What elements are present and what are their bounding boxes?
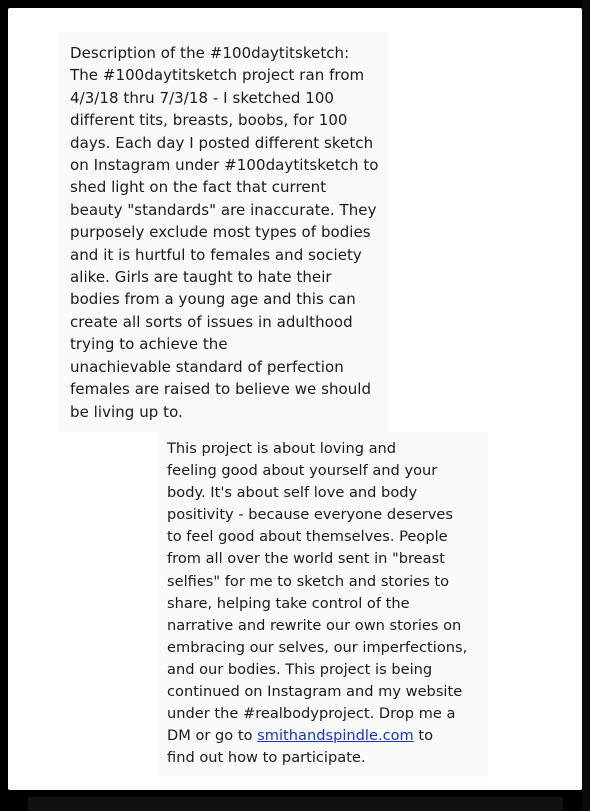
website-link[interactable]: smithandspindle.com — [257, 727, 414, 745]
project-line: share, helping take control of the — [167, 594, 410, 612]
project-line: continued on Instagram and my website — [167, 683, 463, 701]
description-line: on Instagram under #100daytitsketch to — [70, 156, 379, 175]
project-line: embracing our selves, our imperfections, — [167, 638, 468, 656]
project-link-line — [167, 725, 488, 747]
project-line: selfies" for me to sketch and stories to — [167, 572, 450, 590]
bottom-dark-bar — [28, 797, 563, 811]
description-line: create all sorts of issues in adulthood — [70, 312, 353, 331]
description-line: trying to achieve the — [70, 335, 228, 354]
link-prefix: DM or go to — [167, 727, 258, 745]
project-line: positivity - because everyone deserves — [167, 506, 453, 524]
description-line: The #100daytitsketch project ran from — [70, 66, 365, 85]
description-line: alike. Girls are taught to hate their — [70, 268, 332, 287]
project-line: This project is about loving and — [167, 440, 397, 457]
description-line: beauty "standards" are inaccurate. They — [70, 200, 377, 219]
project-text-block — [158, 432, 488, 777]
description-line: shed light on the fact that current — [70, 178, 327, 197]
description-line: and it is hurtful to females and society — [70, 245, 362, 264]
project-line: from all over the world sent in "breast — [167, 550, 445, 568]
description-line: be living up to. — [70, 402, 183, 421]
description-line: Description of the #100daytitsketch: — [70, 44, 350, 62]
project-line: and our bodies. This project is being — [167, 660, 433, 678]
right-edge-shadow — [582, 0, 590, 811]
link-suffix: to — [413, 727, 434, 745]
project-line: body. It's about self love and body — [167, 484, 418, 502]
project-line: feeling good about yourself and your — [167, 462, 438, 480]
description-line: bodies from a young age and this can — [70, 290, 356, 309]
description-line: different tits, breasts, boobs, for 100 — [70, 111, 348, 130]
description-line: 4/3/18 thru 7/3/18 - I sketched 100 — [70, 88, 335, 107]
description-line: females are raised to believe we should — [70, 380, 372, 399]
description-text-block — [58, 32, 388, 432]
description-line: purposely exclude most types of bodies — [70, 223, 371, 242]
project-line: to feel good about themselves. People — [167, 528, 448, 546]
project-line: find out how to participate. — [167, 749, 366, 767]
project-line: narrative and rewrite our own stories on — [167, 616, 462, 634]
description-line: days. Each day I posted different sketch — [70, 133, 374, 152]
description-line: unachievable standard of perfection — [70, 357, 344, 376]
project-line: under the #realbodyproject. Drop me a — [167, 705, 456, 723]
